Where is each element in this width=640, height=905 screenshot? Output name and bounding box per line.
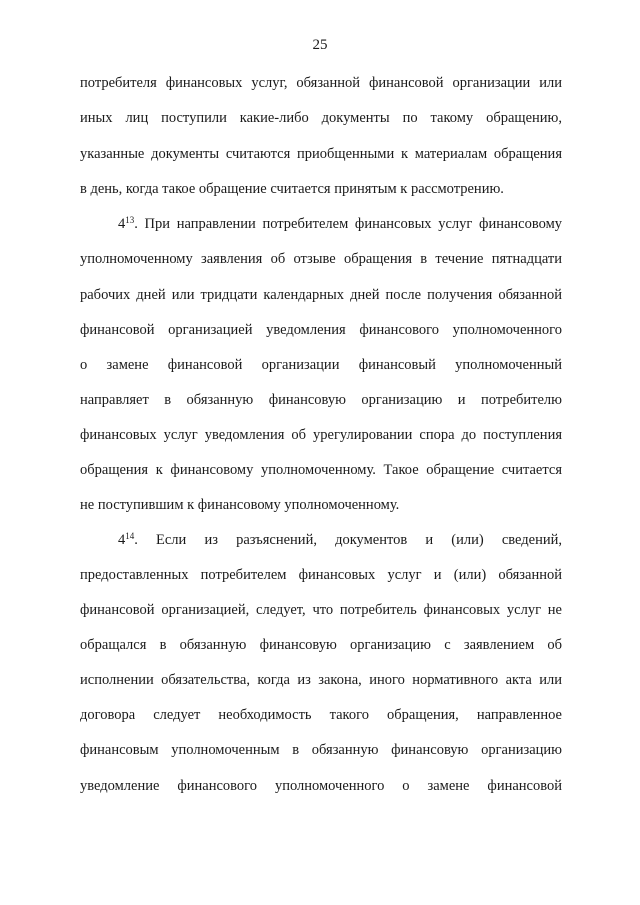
clause-superscript: 13 [125,215,135,225]
text-line: предоставленных потребителем финансовых услуг и (или) обязанной [80,567,562,583]
text-line: иных лиц поступили какие-либо документы по такому обращению, [80,110,562,126]
text-line: исполнении обязательства, когда из закона, иного нормативного акта или [80,672,562,688]
text-line: направляет в обязанную финансовую организацию и потребителю [80,392,562,408]
paragraph-start-line [118,530,562,550]
text-line: . При направлении потребителем финансовых услуг финансовому [134,216,562,232]
text-line: уполномоченному заявления об отзыве обращения в течение пятнадцати [80,251,562,267]
text-line: обращался в обязанную финансовую организацию с заявлением об [80,637,562,653]
text-line: финансовых услуг уведомления об урегулировании спора до поступления [80,427,562,443]
text-line: финансовой организацией, следует, что потребитель финансовых услуг не [80,602,562,618]
clause-number: 4 [118,216,126,232]
text-line: о замене финансовой организации финансовый уполномоченный [80,357,562,373]
paragraph-start-line [118,214,562,234]
text-line: обращения к финансовому уполномоченному. Такое обращение считается [80,462,562,478]
text-line: в день, когда такое обращение считается принятым к рассмотрению. [80,181,504,197]
text-line: уведомление финансового уполномоченного о замене финансовой [80,778,562,794]
text-line: . Если из разъяснений, документов и (или) сведений, [134,532,562,548]
text-line: потребителя финансовых услуг, обязанной финансовой организации или [80,75,562,91]
text-line: рабочих дней или тридцати календарных дней после получения обязанной [80,287,562,303]
page-number: 25 [312,37,328,53]
text-line: договора следует необходимость такого обращения, направленное [80,707,562,723]
text-line: финансовой организацией уведомления финансового уполномоченного [80,322,562,338]
text-line: финансовым уполномоченным в обязанную финансовую организацию [80,742,562,758]
text-line: указанные документы считаются приобщенными к материалам обращения [80,146,562,162]
text-line: не поступившим к финансовому уполномоченному. [80,497,400,513]
clause-superscript: 14 [125,531,135,541]
clause-number: 4 [118,532,126,548]
